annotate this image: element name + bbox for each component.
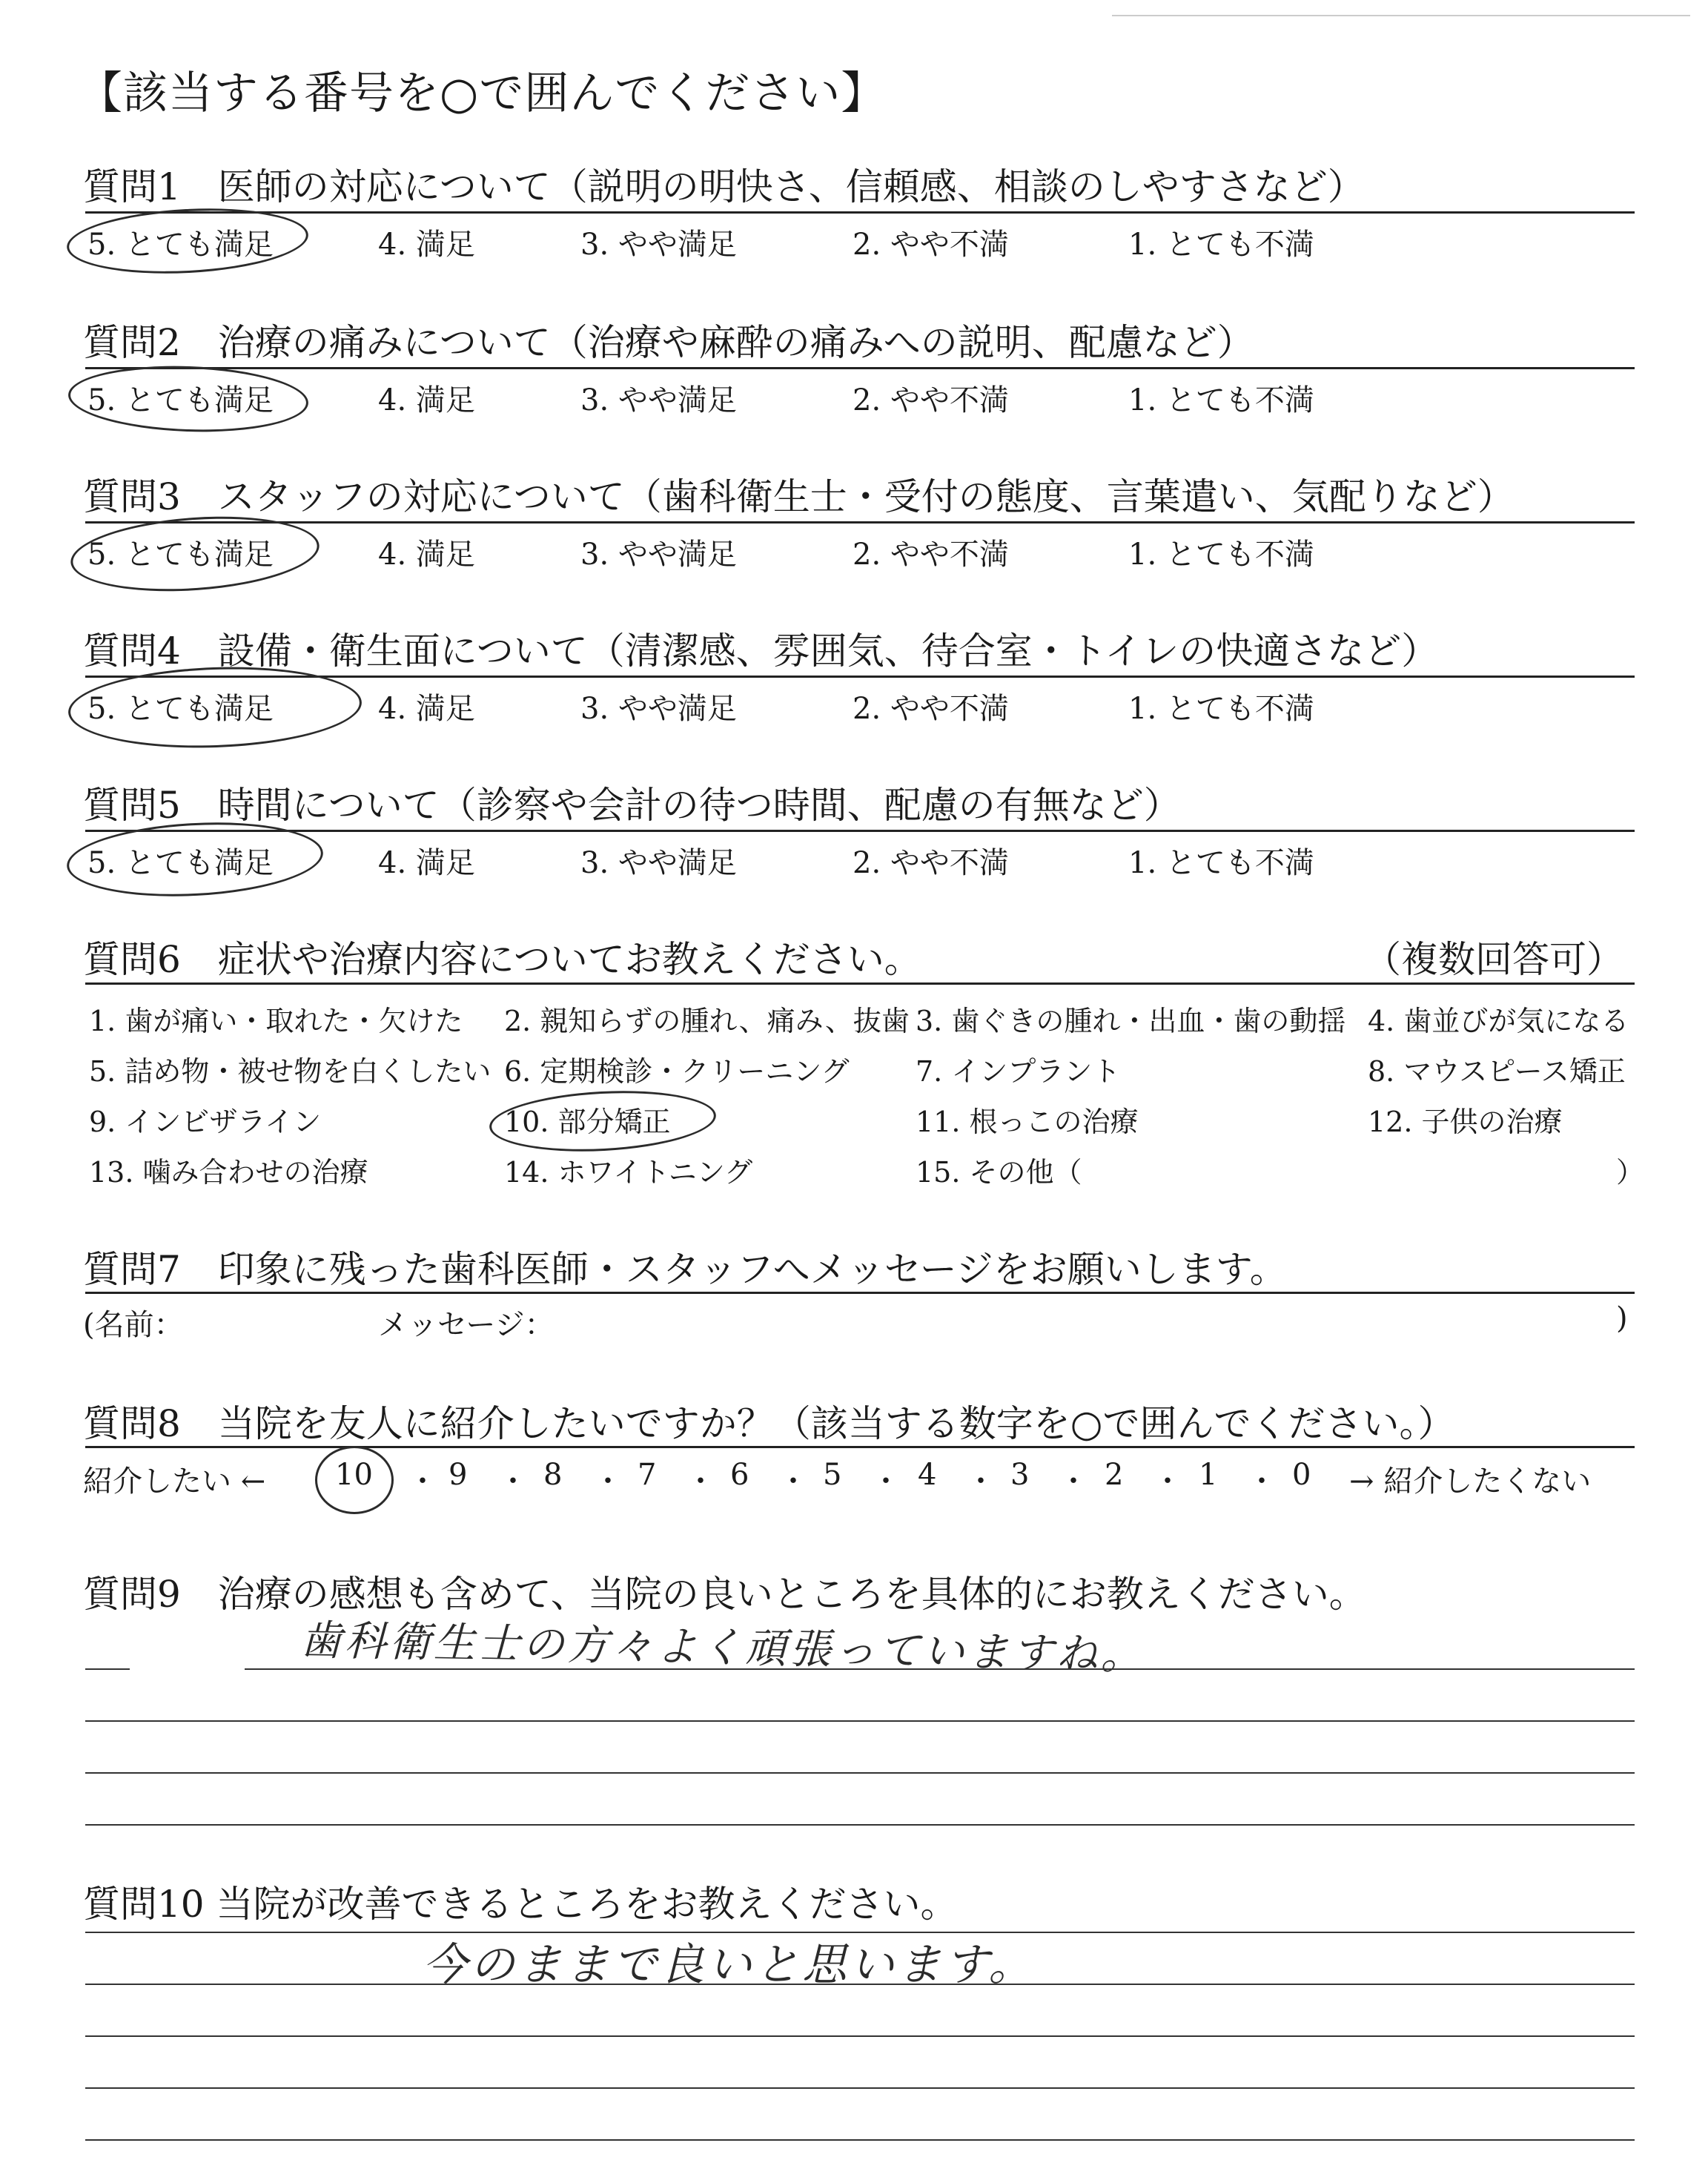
q4-option-4[interactable]: 4. 満足 <box>378 692 475 726</box>
question-1-title: 質問1 医師の対応について（説明の明快さ、信頼感、相談のしやすさなど） <box>83 165 1365 208</box>
question-2-title: 質問2 治療の痛みについて（治療や麻酔の痛みへの説明、配慮など） <box>83 321 1254 364</box>
q1-option-1[interactable]: 1. とても不満 <box>1128 228 1314 262</box>
q8-left-label: 紹介したい ← <box>83 1464 266 1499</box>
q5-option-4[interactable]: 4. 満足 <box>378 846 475 880</box>
q6-option-4[interactable]: 4. 歯並びが気になる <box>1368 1005 1629 1037</box>
q2-option-2[interactable]: 2. やや不満 <box>853 383 1009 417</box>
q8-number-0[interactable]: 0 <box>1292 1458 1311 1492</box>
q6-option-15[interactable]: 15. その他（ <box>916 1156 1082 1189</box>
q6-option-10[interactable]: 10. 部分矯正 <box>504 1106 671 1138</box>
q8-number-3[interactable]: 3 <box>1010 1458 1030 1492</box>
top-edge-line <box>1112 15 1690 16</box>
q9-answer-line-3 <box>85 1772 1635 1774</box>
q6-option-3[interactable]: 3. 歯ぐきの腫れ・出血・歯の動揺 <box>916 1005 1346 1037</box>
question-3-title: 質問3 スタッフの対応について（歯科衛生士・受付の態度、言葉遣い、気配りなど） <box>83 475 1515 518</box>
q8-dot: ・ <box>966 1464 996 1499</box>
q8-number-9[interactable]: 9 <box>448 1458 468 1492</box>
question-7-rule <box>85 1292 1635 1294</box>
q6-selection-circle <box>488 1086 718 1157</box>
q7-message-label: メッセージ： <box>378 1308 555 1342</box>
q2-option-1[interactable]: 1. とても不満 <box>1128 383 1314 417</box>
q6-option-9[interactable]: 9. インビザライン <box>89 1106 322 1138</box>
q10-handwritten-answer: 今のままで良いと思います。 <box>423 1939 1036 1991</box>
question-6-title: 質問6 症状や治療内容についてお教えください。 <box>83 938 921 981</box>
q6-option-15-close: ） <box>1616 1156 1645 1189</box>
question-4-title: 質問4 設備・衛生面について（清潔感、雰囲気、待合室・トイレの快適さなど） <box>83 630 1439 673</box>
q4-option-2[interactable]: 2. やや不満 <box>853 692 1009 726</box>
q8-dot: ・ <box>686 1464 715 1499</box>
q8-dot: ・ <box>498 1464 528 1499</box>
q5-option-1[interactable]: 1. とても不満 <box>1128 846 1314 880</box>
q8-selection-circle <box>315 1446 394 1514</box>
q10-answer-line-2 <box>85 1984 1635 1985</box>
q10-answer-line-3 <box>85 2035 1635 2037</box>
q8-number-6[interactable]: 6 <box>730 1458 749 1492</box>
q1-option-2[interactable]: 2. やや不満 <box>853 228 1009 262</box>
q3-option-5[interactable]: 5. とても満足 <box>87 538 274 572</box>
question-5-title: 質問5 時間について（診察や会計の待つ時間、配慮の有無など） <box>83 784 1181 827</box>
q10-answer-line-5 <box>85 2139 1635 2141</box>
q8-number-8[interactable]: 8 <box>543 1458 563 1492</box>
q8-dot: ・ <box>593 1464 623 1499</box>
question-6-rule <box>85 982 1635 985</box>
question-9-title: 質問9 治療の感想も含めて、当院の良いところを具体的にお教えください。 <box>83 1573 1366 1616</box>
q5-option-2[interactable]: 2. やや不満 <box>853 846 1009 880</box>
q2-option-4[interactable]: 4. 満足 <box>378 383 475 417</box>
q9-answer-line-2 <box>85 1720 1635 1722</box>
q4-option-5[interactable]: 5. とても満足 <box>87 692 274 726</box>
q9-answer-line-stub <box>85 1668 130 1670</box>
q7-name-label: (名前： <box>83 1308 184 1342</box>
q6-option-13[interactable]: 13. 噛み合わせの治療 <box>89 1156 368 1189</box>
q6-option-14[interactable]: 14. ホワイトニング <box>504 1156 753 1189</box>
question-1-rule <box>85 211 1635 214</box>
q3-option-1[interactable]: 1. とても不満 <box>1128 538 1314 572</box>
q8-number-1[interactable]: 1 <box>1199 1458 1218 1492</box>
question-7-title: 質問7 印象に残った歯科医師・スタッフへメッセージをお願いします。 <box>83 1248 1287 1291</box>
question-8-rule <box>85 1446 1635 1448</box>
q9-handwritten-answer: 歯科衛生士の方々よく頑張っていますね。 <box>299 1616 1146 1680</box>
question-5-rule <box>85 830 1635 832</box>
q8-dot: ・ <box>1153 1464 1182 1499</box>
q7-close-paren: ) <box>1616 1301 1628 1335</box>
q1-option-5[interactable]: 5. とても満足 <box>87 228 274 262</box>
q3-option-4[interactable]: 4. 満足 <box>378 538 475 572</box>
q4-option-3[interactable]: 3. やや満足 <box>580 692 737 726</box>
q8-dot: ・ <box>1059 1464 1088 1499</box>
q8-number-4[interactable]: 4 <box>918 1458 937 1492</box>
q2-selection-circle <box>67 362 310 435</box>
question-2-rule <box>85 367 1635 369</box>
q4-option-1[interactable]: 1. とても不満 <box>1128 692 1314 726</box>
q6-option-5[interactable]: 5. 詰め物・被せ物を白くしたい <box>89 1055 491 1088</box>
q9-answer-line-4 <box>85 1824 1635 1826</box>
q8-number-7[interactable]: 7 <box>638 1458 657 1492</box>
q8-dot: ・ <box>408 1464 437 1499</box>
q8-dot: ・ <box>778 1464 808 1499</box>
q6-option-6[interactable]: 6. 定期検診・クリーニング <box>504 1055 850 1088</box>
q2-option-5[interactable]: 5. とても満足 <box>87 383 274 417</box>
q8-dot: ・ <box>1247 1464 1277 1499</box>
q6-option-2[interactable]: 2. 親知らずの腫れ、痛み、抜歯 <box>504 1005 910 1037</box>
q3-option-3[interactable]: 3. やや満足 <box>580 538 737 572</box>
question-3-rule <box>85 521 1635 524</box>
instruction-header: 【該当する番号を○で囲んでください】 <box>78 67 887 119</box>
q5-option-3[interactable]: 3. やや満足 <box>580 846 737 880</box>
question-8-title: 質問8 当院を友人に紹介したいですか？（該当する数字を○で囲んでください。） <box>83 1402 1455 1445</box>
question-6-note: （複数回答可） <box>1364 938 1623 981</box>
q8-number-5[interactable]: 5 <box>823 1458 842 1492</box>
question-10-title: 質問10 当院が改善できるところをお教えください。 <box>83 1883 958 1926</box>
q6-option-8[interactable]: 8. マウスピース矯正 <box>1368 1055 1626 1088</box>
q6-option-1[interactable]: 1. 歯が痛い・取れた・欠けた <box>89 1005 463 1037</box>
q1-selection-circle <box>65 203 310 280</box>
q6-option-12[interactable]: 12. 子供の治療 <box>1368 1106 1563 1138</box>
q9-answer-line-1 <box>245 1668 1635 1670</box>
q10-answer-line-4 <box>85 2087 1635 2089</box>
q5-option-5[interactable]: 5. とても満足 <box>87 846 274 880</box>
q6-option-11[interactable]: 11. 根っこの治療 <box>916 1106 1139 1138</box>
q3-option-2[interactable]: 2. やや不満 <box>853 538 1009 572</box>
q8-right-label: → 紹介したくない <box>1349 1464 1592 1499</box>
q6-option-7[interactable]: 7. インプラント <box>916 1055 1121 1088</box>
q1-option-3[interactable]: 3. やや満足 <box>580 228 737 262</box>
q8-number-2[interactable]: 2 <box>1105 1458 1124 1492</box>
q1-option-4[interactable]: 4. 満足 <box>378 228 475 262</box>
q8-dot: ・ <box>871 1464 901 1499</box>
q2-option-3[interactable]: 3. やや満足 <box>580 383 737 417</box>
q8-number-10[interactable]: 10 <box>335 1458 373 1492</box>
